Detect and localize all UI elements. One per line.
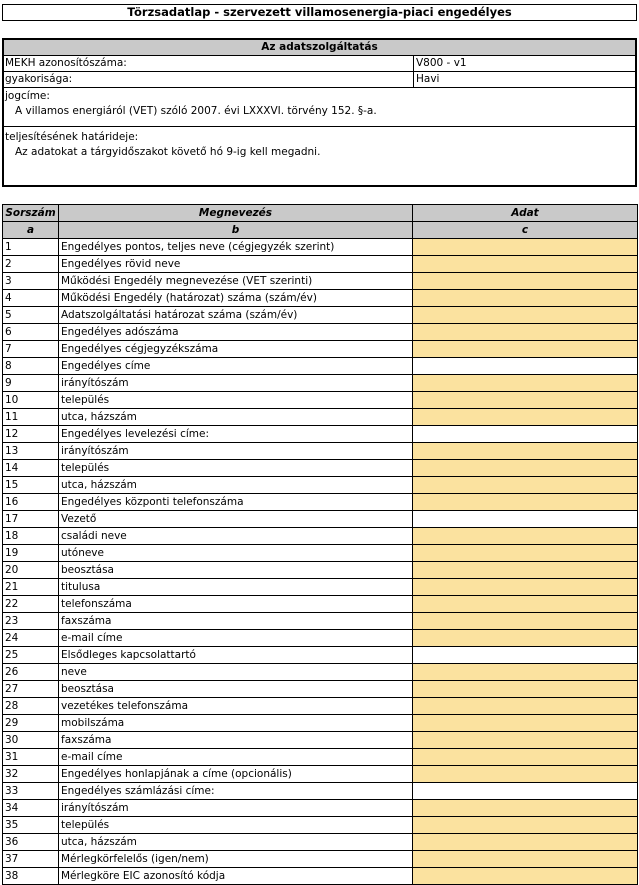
row-number: 24 <box>3 630 59 647</box>
data-input-cell[interactable] <box>413 817 638 834</box>
col-subheader-c: c <box>413 222 638 239</box>
data-input-cell[interactable] <box>413 392 638 409</box>
row-number: 22 <box>3 596 59 613</box>
row-number: 28 <box>3 698 59 715</box>
master-data-table <box>2 204 638 885</box>
data-input-cell[interactable] <box>413 749 638 766</box>
row-label: Engedélyes honlapjának a címe (opcionális) <box>59 766 413 783</box>
row-label: neve <box>59 664 413 681</box>
row-label: beosztása <box>59 681 413 698</box>
table-row <box>3 256 638 273</box>
data-empty-cell <box>413 426 638 443</box>
row-number: 29 <box>3 715 59 732</box>
data-input-cell[interactable] <box>413 681 638 698</box>
mekh-id-label: MEKH azonosítószáma: <box>4 56 414 71</box>
row-number: 5 <box>3 307 59 324</box>
table-row <box>3 528 638 545</box>
row-label: Mérlegköre EIC azonosító kódja <box>59 868 413 885</box>
data-input-cell[interactable] <box>413 460 638 477</box>
row-number: 20 <box>3 562 59 579</box>
table-row <box>3 341 638 358</box>
table-row <box>3 817 638 834</box>
data-input-cell[interactable] <box>413 256 638 273</box>
row-number: 30 <box>3 732 59 749</box>
row-label: Engedélyes számlázási címe: <box>59 783 413 800</box>
table-row <box>3 851 638 868</box>
table-row <box>3 783 638 800</box>
table-row <box>3 443 638 460</box>
data-input-cell[interactable] <box>413 613 638 630</box>
table-row <box>3 545 638 562</box>
row-number: 17 <box>3 511 59 528</box>
data-empty-cell <box>413 358 638 375</box>
col-header-data: Adat <box>413 205 638 222</box>
data-empty-cell <box>413 783 638 800</box>
row-label: Engedélyes adószáma <box>59 324 413 341</box>
row-number: 6 <box>3 324 59 341</box>
data-input-cell[interactable] <box>413 239 638 256</box>
data-input-cell[interactable] <box>413 477 638 494</box>
legal-basis-block <box>4 88 635 127</box>
data-input-cell[interactable] <box>413 324 638 341</box>
row-label: Adatszolgáltatási határozat száma (szám/év) <box>59 307 413 324</box>
deadline-text: Az adatokat a tárgyidőszakot követő hó 9-ig kell megadni. <box>15 146 321 158</box>
row-number: 10 <box>3 392 59 409</box>
legal-basis-text: A villamos energiáról (VET) szóló 2007. évi LXXXVI. törvény 152. §-a. <box>15 105 377 117</box>
row-label: titulusa <box>59 579 413 596</box>
row-number: 19 <box>3 545 59 562</box>
col-subheader-b: b <box>59 222 413 239</box>
table-row <box>3 239 638 256</box>
table-row <box>3 562 638 579</box>
row-number: 3 <box>3 273 59 290</box>
data-input-cell[interactable] <box>413 273 638 290</box>
table-row <box>3 596 638 613</box>
table-row <box>3 749 638 766</box>
row-label: Vezető <box>59 511 413 528</box>
table-row <box>3 647 638 664</box>
data-input-cell[interactable] <box>413 851 638 868</box>
row-number: 31 <box>3 749 59 766</box>
mekh-id-value: V800 - v1 <box>416 57 467 69</box>
row-number: 13 <box>3 443 59 460</box>
table-row <box>3 579 638 596</box>
row-number: 14 <box>3 460 59 477</box>
data-input-cell[interactable] <box>413 409 638 426</box>
row-number: 25 <box>3 647 59 664</box>
mekh-id-row <box>4 56 635 72</box>
row-number: 38 <box>3 868 59 885</box>
table-row <box>3 732 638 749</box>
row-label: beosztása <box>59 562 413 579</box>
row-number: 9 <box>3 375 59 392</box>
table-subheader-row <box>3 222 638 239</box>
row-label: irányítószám <box>59 443 413 460</box>
table-row <box>3 613 638 630</box>
row-number: 27 <box>3 681 59 698</box>
row-label: irányítószám <box>59 800 413 817</box>
data-input-cell[interactable] <box>413 562 638 579</box>
table-row <box>3 834 638 851</box>
data-service-info-box <box>2 38 637 187</box>
data-input-cell[interactable] <box>413 596 638 613</box>
table-row <box>3 681 638 698</box>
data-input-cell[interactable] <box>413 341 638 358</box>
table-row <box>3 460 638 477</box>
col-header-number: Sorszám <box>3 205 59 222</box>
col-header-name: Megnevezés <box>59 205 413 222</box>
data-input-cell[interactable] <box>413 834 638 851</box>
row-label: Engedélyes címe <box>59 358 413 375</box>
frequency-row <box>4 72 635 88</box>
table-row <box>3 324 638 341</box>
table-row <box>3 800 638 817</box>
table-row <box>3 494 638 511</box>
row-number: 37 <box>3 851 59 868</box>
row-number: 18 <box>3 528 59 545</box>
row-number: 1 <box>3 239 59 256</box>
table-row <box>3 358 638 375</box>
data-empty-cell <box>413 511 638 528</box>
row-label: Működési Engedély megnevezése (VET szerinti) <box>59 273 413 290</box>
data-input-cell[interactable] <box>413 664 638 681</box>
row-label: telefonszáma <box>59 596 413 613</box>
row-number: 8 <box>3 358 59 375</box>
data-input-cell[interactable] <box>413 528 638 545</box>
frequency-value: Havi <box>416 73 440 85</box>
info-header: Az adatszolgáltatás <box>4 40 635 56</box>
row-label: utca, házszám <box>59 409 413 426</box>
table-row <box>3 766 638 783</box>
deadline-label: teljesítésének határideje: <box>5 131 139 143</box>
row-label: e-mail címe <box>59 630 413 647</box>
row-label: e-mail címe <box>59 749 413 766</box>
row-label: utca, házszám <box>59 477 413 494</box>
data-input-cell[interactable] <box>413 307 638 324</box>
table-row <box>3 307 638 324</box>
row-label: település <box>59 392 413 409</box>
row-number: 34 <box>3 800 59 817</box>
col-subheader-a: a <box>3 222 59 239</box>
frequency-label: gyakorisága: <box>4 72 414 87</box>
table-row <box>3 290 638 307</box>
row-label: faxszáma <box>59 732 413 749</box>
data-input-cell[interactable] <box>413 290 638 307</box>
row-number: 32 <box>3 766 59 783</box>
row-label: Engedélyes cégjegyzékszáma <box>59 341 413 358</box>
data-input-cell[interactable] <box>413 732 638 749</box>
row-label: Működési Engedély (határozat) száma (szám/év) <box>59 290 413 307</box>
row-label: vezetékes telefonszáma <box>59 698 413 715</box>
table-row <box>3 868 638 885</box>
form-title: Törzsadatlap - szervezett villamosenergia-piaci engedélyes <box>2 4 637 21</box>
table-row <box>3 698 638 715</box>
row-label: Engedélyes levelezési címe: <box>59 426 413 443</box>
data-input-cell[interactable] <box>413 698 638 715</box>
row-number: 16 <box>3 494 59 511</box>
row-number: 15 <box>3 477 59 494</box>
data-input-cell[interactable] <box>413 375 638 392</box>
row-number: 4 <box>3 290 59 307</box>
table-row <box>3 630 638 647</box>
row-label: utóneve <box>59 545 413 562</box>
data-input-cell[interactable] <box>413 800 638 817</box>
row-number: 2 <box>3 256 59 273</box>
table-header-row <box>3 205 638 222</box>
row-label: faxszáma <box>59 613 413 630</box>
row-number: 26 <box>3 664 59 681</box>
row-label: utca, házszám <box>59 834 413 851</box>
data-input-cell[interactable] <box>413 494 638 511</box>
row-label: település <box>59 817 413 834</box>
row-number: 33 <box>3 783 59 800</box>
row-label: családi neve <box>59 528 413 545</box>
row-number: 7 <box>3 341 59 358</box>
data-input-cell[interactable] <box>413 868 638 885</box>
data-input-cell[interactable] <box>413 630 638 647</box>
data-input-cell[interactable] <box>413 545 638 562</box>
table-row <box>3 426 638 443</box>
row-number: 21 <box>3 579 59 596</box>
row-number: 35 <box>3 817 59 834</box>
table-row <box>3 664 638 681</box>
row-number: 36 <box>3 834 59 851</box>
row-label: Engedélyes rövid neve <box>59 256 413 273</box>
row-number: 11 <box>3 409 59 426</box>
deadline-block <box>4 127 635 160</box>
data-empty-cell <box>413 647 638 664</box>
table-row <box>3 375 638 392</box>
row-label: irányítószám <box>59 375 413 392</box>
row-label: mobilszáma <box>59 715 413 732</box>
row-label: település <box>59 460 413 477</box>
data-input-cell[interactable] <box>413 579 638 596</box>
row-number: 12 <box>3 426 59 443</box>
data-input-cell[interactable] <box>413 443 638 460</box>
row-label: Elsődleges kapcsolattartó <box>59 647 413 664</box>
row-label: Mérlegkörfelelős (igen/nem) <box>59 851 413 868</box>
row-number: 23 <box>3 613 59 630</box>
table-row <box>3 273 638 290</box>
table-row <box>3 477 638 494</box>
table-row <box>3 409 638 426</box>
data-input-cell[interactable] <box>413 715 638 732</box>
legal-basis-label: jogcíme: <box>5 90 50 102</box>
table-row <box>3 392 638 409</box>
table-row <box>3 511 638 528</box>
table-row <box>3 715 638 732</box>
row-label: Engedélyes központi telefonszáma <box>59 494 413 511</box>
data-input-cell[interactable] <box>413 766 638 783</box>
row-label: Engedélyes pontos, teljes neve (cégjegyzék szerint) <box>59 239 413 256</box>
